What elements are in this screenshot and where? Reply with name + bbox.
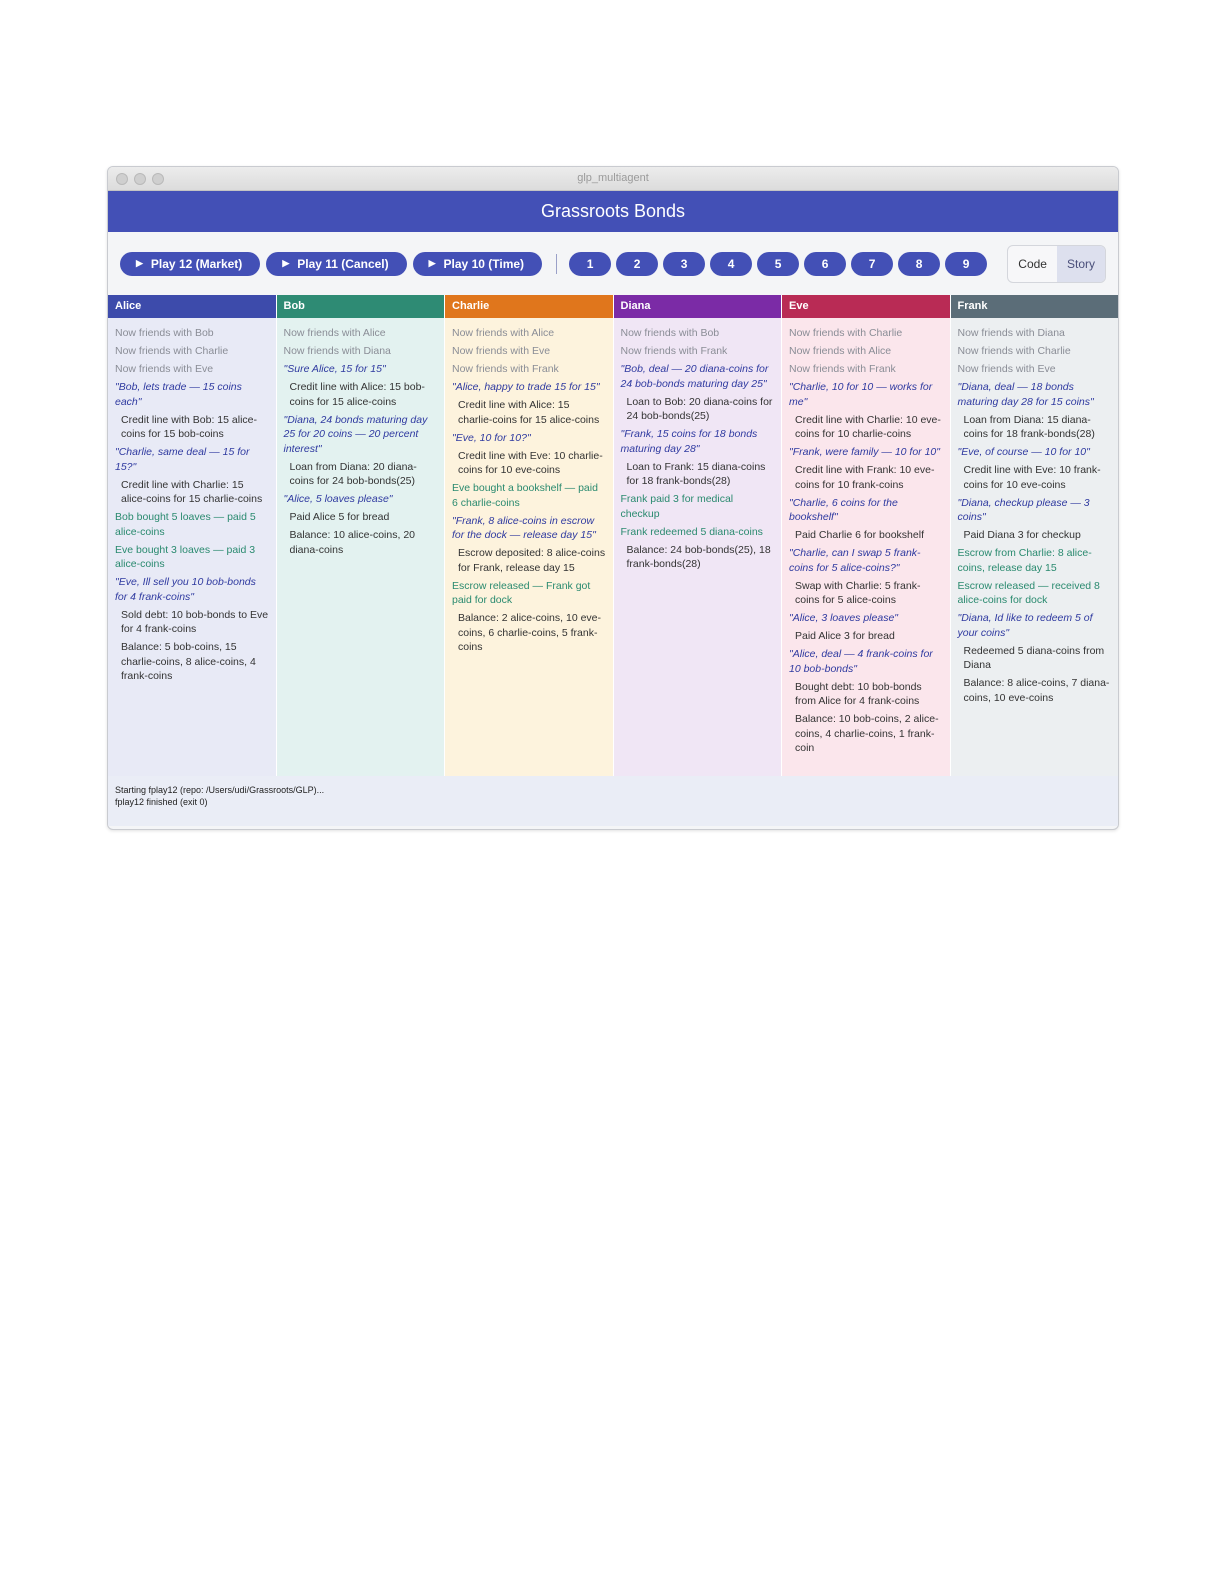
event-friend: Now friends with Frank xyxy=(620,345,728,357)
agent-columns xyxy=(108,295,1118,776)
event-pay: Escrow released — received 8 alice-coins for dock xyxy=(957,579,1100,606)
event-msg: "Bob, lets trade — 15 coins each" xyxy=(115,381,242,408)
status-line: Starting fplay12 (repo: /Users/udi/Grassroots/GLP)... xyxy=(115,785,325,795)
event-friend: Now friends with Frank xyxy=(452,363,559,375)
app-title: Grassroots Bonds xyxy=(108,191,1118,232)
zoom-window-icon[interactable] xyxy=(152,173,164,185)
event-msg: "Eve, of course — 10 for 10" xyxy=(957,446,1090,458)
event-friend: Now friends with Eve xyxy=(115,363,214,375)
agent-column-diana xyxy=(614,295,783,776)
event-msg: "Alice, happy to trade 15 for 15" xyxy=(452,381,600,393)
agent-events xyxy=(951,318,1119,705)
event-friend: Now friends with Alice xyxy=(452,327,555,339)
agent-header: Charlie xyxy=(445,295,613,318)
step-button-7[interactable]: 7 xyxy=(851,252,893,276)
event-pay: Eve bought a bookshelf — paid 6 charlie-coins xyxy=(452,482,598,509)
event-msg: "Charlie, same deal — 15 for 15?" xyxy=(115,446,250,473)
agent-events xyxy=(445,318,613,655)
event-tx: Escrow deposited: 8 alice-coins for Frank, release day 15 xyxy=(458,547,606,574)
agent-header: Bob xyxy=(277,295,445,318)
agent-header: Alice xyxy=(108,295,276,318)
event-pay: Bob bought 5 loaves — paid 5 alice-coins xyxy=(115,511,256,538)
event-msg: "Frank, were family — 10 for 10" xyxy=(789,446,941,458)
agent-column-bob xyxy=(277,295,446,776)
event-friend: Now friends with Charlie xyxy=(789,327,903,339)
play-button-label: Play 12 (Market) xyxy=(150,256,243,271)
event-tx: Sold debt: 10 bob-bonds to Eve for 4 frank-coins xyxy=(121,608,269,635)
event-msg: "Eve, 10 for 10?" xyxy=(452,431,531,444)
step-button-4[interactable]: 4 xyxy=(710,252,752,276)
agent-events xyxy=(614,318,782,572)
event-msg: "Diana, 24 bonds maturing day 25 for 20 coins — 20 percent interest" xyxy=(283,413,428,455)
event-msg: "Charlie, 10 for 10 — works for me" xyxy=(789,381,933,408)
step-button-2[interactable]: 2 xyxy=(616,252,658,276)
step-button-8[interactable]: 8 xyxy=(898,252,940,276)
play-buttons xyxy=(120,252,548,276)
status-log xyxy=(108,776,1118,826)
step-button-9[interactable]: 9 xyxy=(945,252,987,276)
agent-column-charlie xyxy=(445,295,614,776)
step-buttons xyxy=(569,252,992,276)
agent-events xyxy=(277,318,445,557)
agent-events xyxy=(108,318,276,684)
agent-column-frank xyxy=(951,295,1119,776)
event-pay: Escrow from Charlie: 8 alice-coins, release day 15 xyxy=(957,547,1092,574)
event-msg: "Bob, deal — 20 diana-coins for 24 bob-bonds maturing day 25" xyxy=(620,363,769,390)
play-icon: ▶ xyxy=(428,258,436,268)
agent-column-alice xyxy=(108,295,277,776)
event-msg: "Alice, 5 loaves please" xyxy=(283,493,393,505)
event-pay: Escrow released — Frank got paid for dock xyxy=(452,579,591,606)
toolbar xyxy=(108,232,1118,295)
event-bal: Balance: 10 alice-coins, 20 diana-coins xyxy=(289,529,415,556)
event-friend: Now friends with Charlie xyxy=(957,345,1071,357)
event-tx: Paid Alice 3 for bread xyxy=(795,630,895,642)
event-bal: Balance: 5 bob-coins, 15 charlie-coins, 8 alice-coins, 4 frank-coins xyxy=(121,641,256,682)
event-tx: Loan to Bob: 20 diana-coins for 24 bob-bonds(25) xyxy=(626,395,773,422)
window-titlebar xyxy=(108,167,1118,191)
event-tx: Credit line with Charlie: 15 alice-coins for 15 charlie-coins xyxy=(121,478,263,505)
event-bal: Balance: 2 alice-coins, 10 eve-coins, 6 charlie-coins, 5 frank-coins xyxy=(458,612,601,653)
event-tx: Credit line with Frank: 10 eve-coins for 10 frank-coins xyxy=(795,464,935,491)
window-controls xyxy=(116,173,164,185)
play-button-label: Play 10 (Time) xyxy=(443,256,525,271)
event-msg: "Charlie, can I swap 5 frank-coins for 5 alice-coins?" xyxy=(789,547,921,574)
event-pay: Eve bought 3 loaves — paid 3 alice-coins xyxy=(115,543,256,570)
event-tx: Loan from Diana: 15 diana-coins for 18 frank-bonds(28) xyxy=(963,413,1095,440)
event-pay: Frank paid 3 for medical checkup xyxy=(620,493,734,520)
event-tx: Paid Charlie 6 for bookshelf xyxy=(795,529,924,541)
event-bal: Balance: 24 bob-bonds(25), 18 frank-bonds(28) xyxy=(626,543,771,570)
event-msg: "Alice, deal — 4 frank-coins for 10 bob-bonds" xyxy=(789,648,933,675)
event-msg: "Eve, Ill sell you 10 bob-bonds for 4 frank-coins" xyxy=(115,576,256,603)
event-msg: "Alice, 3 loaves please" xyxy=(789,612,899,624)
event-tx: Loan to Frank: 15 diana-coins for 18 frank-bonds(28) xyxy=(626,460,766,487)
status-line: fplay12 finished (exit 0) xyxy=(115,797,208,807)
event-friend: Now friends with Eve xyxy=(957,363,1056,375)
event-bal: Balance: 8 alice-coins, 7 diana-coins, 10 eve-coins xyxy=(963,677,1110,704)
event-msg: "Charlie, 6 coins for the bookshelf" xyxy=(789,496,898,523)
event-tx: Credit line with Bob: 15 alice-coins for 15 bob-coins xyxy=(121,413,257,440)
app-window xyxy=(107,166,1119,830)
play-button-label: Play 11 (Cancel) xyxy=(297,256,389,271)
agent-column-eve xyxy=(782,295,951,776)
view-toggle-code[interactable]: Code xyxy=(1018,257,1047,271)
event-tx: Credit line with Charlie: 10 eve-coins for 10 charlie-coins xyxy=(795,413,941,440)
play-icon: ▶ xyxy=(136,258,143,268)
event-bal: Balance: 10 bob-coins, 2 alice-coins, 4 charlie-coins, 1 frank-coin xyxy=(795,713,939,754)
event-friend: Now friends with Bob xyxy=(115,327,214,339)
event-friend: Now friends with Diana xyxy=(957,327,1065,339)
event-tx: Loan from Diana: 20 diana-coins for 24 bob-bonds(25) xyxy=(289,460,417,487)
event-friend: Now friends with Alice xyxy=(789,345,892,357)
event-tx: Redeemed 5 diana-coins from Diana xyxy=(963,644,1105,671)
minimize-window-icon[interactable] xyxy=(134,173,146,185)
event-friend: Now friends with Eve xyxy=(452,345,551,357)
event-tx: Swap with Charlie: 5 frank-coins for 5 alice-coins xyxy=(795,579,921,606)
close-window-icon[interactable] xyxy=(116,173,128,185)
event-friend: Now friends with Bob xyxy=(620,327,720,339)
event-tx: Credit line with Alice: 15 charlie-coins for 15 alice-coins xyxy=(458,399,600,426)
event-tx: Credit line with Eve: 10 charlie-coins for 10 eve-coins xyxy=(458,449,603,476)
agent-events xyxy=(782,318,950,756)
view-toggle xyxy=(1007,245,1106,283)
step-button-5[interactable]: 5 xyxy=(757,252,799,276)
play-icon: ▶ xyxy=(282,258,290,268)
event-tx: Paid Alice 5 for bread xyxy=(289,511,390,523)
event-friend: Now friends with Frank xyxy=(789,363,896,375)
play-button[interactable] xyxy=(413,252,542,276)
event-tx: Bought debt: 10 bob-bonds from Alice for 4 frank-coins xyxy=(795,680,922,707)
event-friend: Now friends with Alice xyxy=(283,327,386,339)
agent-header: Diana xyxy=(614,295,782,318)
event-msg: "Diana, deal — 18 bonds maturing day 28 for 15 coins" xyxy=(957,381,1094,408)
event-tx: Paid Diana 3 for checkup xyxy=(963,529,1081,541)
play-button[interactable] xyxy=(120,252,260,276)
event-pay: Frank redeemed 5 diana-coins xyxy=(620,525,763,538)
event-msg: "Frank, 8 alice-coins in escrow for the dock — release day 15" xyxy=(452,514,596,541)
event-tx: Credit line with Eve: 10 frank-coins for 10 eve-coins xyxy=(963,464,1101,491)
event-msg: "Diana, Id like to redeem 5 of your coins" xyxy=(957,612,1093,639)
view-toggle-story[interactable]: Story xyxy=(1057,246,1105,282)
step-button-3[interactable]: 3 xyxy=(663,252,705,276)
window-title: glp_multiagent xyxy=(577,172,649,184)
event-msg: "Diana, checkup please — 3 coins" xyxy=(957,496,1090,523)
agent-header: Eve xyxy=(782,295,950,318)
event-tx: Credit line with Alice: 15 bob-coins for 15 alice-coins xyxy=(289,381,425,408)
step-button-6[interactable]: 6 xyxy=(804,252,846,276)
event-msg: "Frank, 15 coins for 18 bonds maturing day 28" xyxy=(620,428,758,455)
event-friend: Now friends with Diana xyxy=(283,345,391,357)
play-button[interactable] xyxy=(266,252,406,276)
agent-header: Frank xyxy=(951,295,1119,318)
step-button-1[interactable]: 1 xyxy=(569,252,611,276)
event-msg: "Sure Alice, 15 for 15" xyxy=(283,363,386,375)
toolbar-divider xyxy=(556,254,557,274)
event-friend: Now friends with Charlie xyxy=(115,345,229,357)
